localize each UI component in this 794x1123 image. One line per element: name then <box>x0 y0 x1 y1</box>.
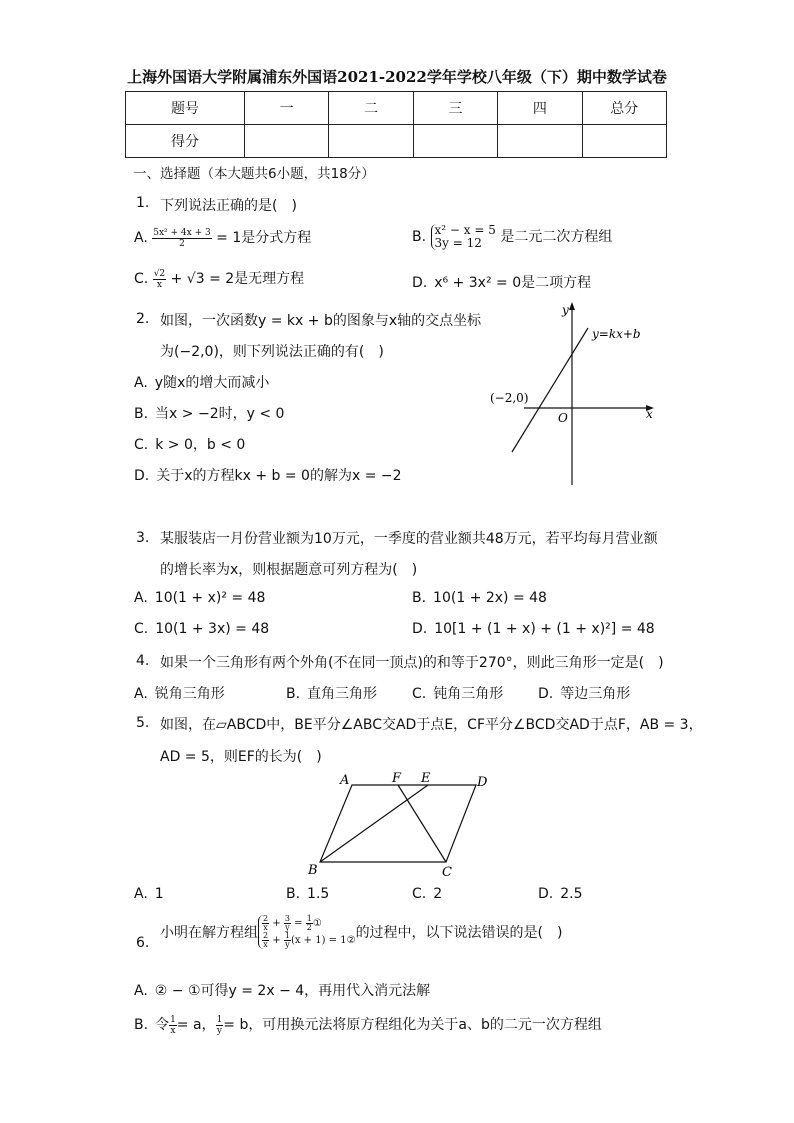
option-d: D. x⁶ + 3x² = 0是二项方程 <box>412 275 592 291</box>
equation-line <box>262 915 356 932</box>
fraction-numerator: √2 <box>153 268 166 279</box>
question-number: 1. <box>136 195 150 211</box>
table-cell: 一 <box>245 92 329 125</box>
fraction-denominator: x <box>156 279 162 290</box>
option-label: B. <box>412 229 427 245</box>
fraction-denominator: x <box>263 940 268 949</box>
fraction <box>262 915 269 932</box>
table-cell: 总分 <box>582 92 666 125</box>
question-stem: 的增长率为x，则根据题意可列方程为( ) <box>160 562 418 578</box>
y-axis-arrow <box>569 302 575 310</box>
option-a: A. 10(1 + x)² = 48 <box>134 590 266 606</box>
point-label-d: D <box>477 775 488 790</box>
question-stem: 如图，一次函数y = kx + b的图象与x轴的交点坐标 <box>160 313 482 329</box>
question-number: 2. <box>136 311 150 327</box>
option-d: D. 2.5 <box>538 886 583 902</box>
equation-tag: ① <box>312 918 322 929</box>
fraction <box>153 269 166 290</box>
y-axis-label: y <box>562 303 569 317</box>
option-b: B. 1.5 <box>286 886 330 902</box>
point-label-c: C <box>442 865 452 880</box>
function-line <box>512 328 588 452</box>
question-stem: 如图，在▱ABCD中，BE平分∠ABC交AD于点E，CF平分∠BCD交AD于点F，AB = 3， <box>160 717 703 733</box>
point-label-a: A <box>340 773 350 788</box>
linear-function-graph <box>484 300 664 490</box>
option-a: A. 1 <box>134 886 164 902</box>
table-cell: 二 <box>329 92 413 125</box>
question-stem: 某服装店一月份营业额为10万元，一季度的营业额共48万元，若平均每月营业额 <box>160 531 658 547</box>
fraction <box>262 932 269 949</box>
option-c: C. 钝角三角形 <box>412 686 504 702</box>
question-stem: 如果一个三角形有两个外角(不在同一顶点)的和等于270°，则此三角形一定是( ) <box>160 655 664 671</box>
fraction <box>284 915 291 932</box>
option-a: A. ② − ①可得y = 2x − 4，再用代入消元法解 <box>134 983 431 999</box>
option-text: = b，可用换元法将原方程组化为关于a、b的二元一次方程组 <box>223 1017 602 1033</box>
fraction-numerator: 1 <box>306 914 312 923</box>
table-cell: 三 <box>413 92 497 125</box>
point-label-f: F <box>392 771 402 786</box>
option-text: = 1是分式方程 <box>216 230 312 246</box>
option-text: 是二元二次方程组 <box>500 229 613 245</box>
equation-line: 3y = 12 <box>434 236 482 250</box>
question-number: 5. <box>136 715 150 731</box>
math-operator: + <box>272 935 281 946</box>
stem-text: 的过程中，以下说法错误的是( ) <box>355 925 563 941</box>
fraction-numerator: 5x² + 4x + 3 <box>153 227 211 238</box>
point-label-e: E <box>421 771 431 786</box>
fraction-numerator: 1 <box>170 1014 176 1025</box>
fraction <box>306 915 313 932</box>
option-text: = a， <box>176 1017 216 1033</box>
equation-line <box>262 932 356 949</box>
parallelogram-abcd <box>320 785 476 862</box>
question-stem: 下列说法正确的是( ) <box>160 198 297 214</box>
fraction-numerator: 2 <box>263 931 269 940</box>
option-c <box>134 268 304 290</box>
table-row <box>126 92 667 125</box>
fraction-numerator: 3 <box>284 914 290 923</box>
option-c: C. 10(1 + 3x) = 48 <box>134 621 270 637</box>
option-a: A. 锐角三角形 <box>134 686 225 702</box>
option-label: A. <box>134 230 148 246</box>
fraction-numerator: 1 <box>284 931 290 940</box>
question-stem: AD = 5，则EF的长为( ) <box>160 749 322 765</box>
fraction-denominator: y <box>285 923 290 932</box>
equation-system <box>431 224 496 250</box>
option-b <box>134 1014 602 1036</box>
option-b <box>412 224 612 250</box>
x-axis-label: x <box>646 407 653 421</box>
point-label-b: B <box>308 863 318 878</box>
equation-tail: (x + 1) = 1 <box>290 935 347 946</box>
score-input-cell[interactable] <box>498 125 582 158</box>
segment-cf <box>398 785 446 862</box>
stem-text: 小明在解方程组 <box>160 925 258 941</box>
score-input-cell[interactable] <box>582 125 666 158</box>
score-input-cell[interactable] <box>245 125 329 158</box>
parallelogram-figure <box>300 768 500 880</box>
fraction <box>284 932 291 949</box>
table-row <box>126 125 667 158</box>
fraction-denominator: 2 <box>179 238 185 249</box>
question-number: 3. <box>136 530 150 546</box>
math-operator: + <box>272 918 281 929</box>
table-cell: 题号 <box>126 92 245 125</box>
option-d: D. 10[1 + (1 + x) + (1 + x)²] = 48 <box>412 621 655 637</box>
option-label: C. <box>134 271 149 287</box>
question-stem: 为(−2,0)，则下列说法正确的有( ) <box>160 344 384 360</box>
option-b: B. 当x > −2时，y < 0 <box>134 406 285 422</box>
fraction-numerator: 2 <box>263 914 269 923</box>
score-input-cell[interactable] <box>329 125 413 158</box>
equation-line: x² − x = 5 <box>434 223 496 237</box>
score-input-cell[interactable] <box>413 125 497 158</box>
section-heading: 一、选择题（本大题共6小题，共18分） <box>133 166 375 182</box>
math-operator: = <box>294 918 303 929</box>
option-text: B. 令 <box>134 1017 170 1033</box>
equation-system <box>258 915 356 949</box>
page-title: 上海外国语大学附属浦东外国语2021-2022学年学校八年级（下）期中数学试卷 <box>127 68 667 86</box>
table-cell: 四 <box>498 92 582 125</box>
table-cell: 得分 <box>126 125 245 158</box>
intercept-label: (−2,0) <box>490 391 529 405</box>
line-label: y=kx+b <box>592 327 641 341</box>
fraction-denominator: 2 <box>306 923 312 932</box>
question-stem <box>160 915 563 949</box>
fraction-denominator: y <box>285 940 290 949</box>
fraction <box>169 1015 177 1036</box>
fraction <box>152 228 211 249</box>
fraction-denominator: x <box>263 923 268 932</box>
fraction-denominator: x <box>170 1025 176 1036</box>
option-b: B. 直角三角形 <box>286 686 378 702</box>
score-table <box>125 91 667 158</box>
option-c: C. k > 0，b < 0 <box>134 437 246 453</box>
option-a: A. y随x的增大而减小 <box>134 375 270 391</box>
fraction-denominator: y <box>216 1025 222 1036</box>
option-c: C. 2 <box>412 886 443 902</box>
equation-tag: ② <box>346 935 356 946</box>
option-a <box>134 227 311 249</box>
option-b: B. 10(1 + 2x) = 48 <box>412 590 547 606</box>
question-number: 6. <box>136 935 150 951</box>
question-number: 4. <box>136 653 150 669</box>
fraction-numerator: 1 <box>216 1014 223 1025</box>
option-d: D. 关于x的方程kx + b = 0的解为x = −2 <box>134 468 402 484</box>
option-d: D. 等边三角形 <box>538 686 631 702</box>
option-text: + √3 = 2是无理方程 <box>170 271 305 287</box>
origin-label: O <box>558 411 568 425</box>
